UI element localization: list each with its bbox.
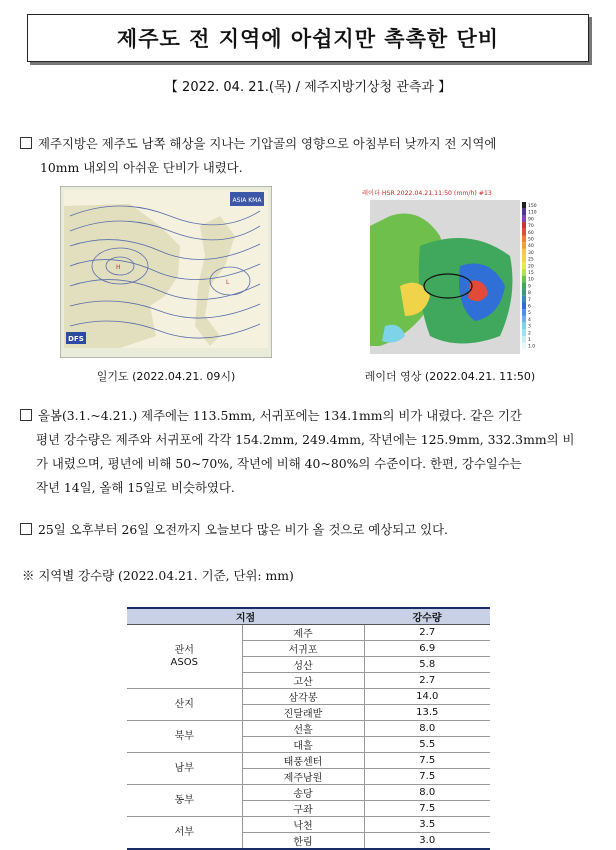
rainfall-cell: 8.0: [364, 785, 490, 801]
legend-label: 4: [528, 317, 531, 323]
legend-label: 50: [528, 237, 534, 243]
table-row: [127, 721, 490, 737]
rainfall-table: [127, 607, 490, 850]
rainfall-cell: 7.5: [364, 753, 490, 769]
para1-line2: 10mm 내외의 아쉬운 단비가 내렸다.: [40, 160, 243, 175]
header-rainfall: 강수량: [364, 608, 490, 625]
rainfall-cell: 7.5: [364, 801, 490, 817]
legend-label: 6: [528, 304, 531, 310]
legend-label: 7: [528, 297, 531, 303]
legend-label: 15: [528, 271, 534, 276]
station-cell: 선흘: [242, 721, 364, 737]
legend-label: 9: [528, 284, 531, 290]
rainfall-cell: 3.0: [364, 833, 490, 850]
region-cell: 산지: [127, 689, 242, 721]
legend-label: 90: [528, 217, 534, 223]
legend-swatch: [522, 282, 526, 289]
radar-header: 레이더 HSR 2022.04.21.11:50 (mm/h) #13: [362, 190, 492, 197]
legend-label: 2: [528, 331, 531, 337]
para2-line1: 올봄(3.1.~4.21.) 제주에는 113.5mm, 서귀포에는 134.1mm의 비가 내렸다. 같은 기간: [38, 408, 522, 423]
legend-swatch: [522, 262, 526, 269]
table-note: ※ 지역별 강수량 (2022.04.21. 기준, 단위: mm): [22, 568, 294, 583]
legend-swatch: [522, 215, 526, 222]
legend-swatch: [522, 249, 526, 256]
legend-swatch: [522, 236, 526, 243]
radar-image: [360, 186, 540, 356]
legend-swatch: [522, 242, 526, 249]
rainfall-cell: 2.7: [364, 673, 490, 689]
table-row: [127, 753, 490, 769]
legend-swatch: [522, 222, 526, 229]
para2-line4: 작년 14일, 올해 15일로 비슷하였다.: [36, 480, 235, 495]
rainfall-cell: 6.9: [364, 641, 490, 657]
station-cell: 제주: [242, 625, 364, 641]
region-cell: 관서 ASOS: [127, 625, 242, 689]
rainfall-cell: 7.5: [364, 769, 490, 785]
station-cell: 고산: [242, 673, 364, 689]
right-caption: 레이더 영상 (2022.04.21. 11:50): [364, 370, 536, 383]
legend-swatch: [522, 323, 526, 330]
legend-swatch: [522, 202, 526, 209]
legend-label: 3: [528, 324, 531, 330]
checkbox-bullet-icon: [20, 523, 32, 535]
station-cell: 진달래밭: [242, 705, 364, 721]
para2-line2: 평년 강수량은 제주와 서귀포에 각각 154.2mm, 249.4mm, 작년에는 125.9mm, 332.3mm의 비: [36, 432, 575, 447]
legend-swatch: [522, 336, 526, 343]
page-title: 제주도 전 지역에 아쉽지만 촉촉한 단비: [116, 27, 500, 51]
weather-map-image: [60, 186, 272, 358]
paragraph-3: [20, 518, 600, 542]
legend-swatch: [522, 276, 526, 283]
region-cell: 동부: [127, 785, 242, 817]
rainfall-cell: 5.8: [364, 657, 490, 673]
station-cell: 태풍센터: [242, 753, 364, 769]
paragraph-2: [20, 404, 600, 500]
table-row: [127, 625, 490, 641]
region-cell: 서부: [127, 817, 242, 850]
paragraph-1: [20, 132, 600, 180]
table-row: [127, 785, 490, 801]
legend-label: 20: [528, 264, 534, 270]
station-cell: 대흘: [242, 737, 364, 753]
para1-line1: 제주지방은 제주도 남쪽 해상을 지나는 기압골의 영향으로 아침부터 낮까지 전 지역에: [38, 136, 497, 151]
legend-swatch: [522, 269, 526, 276]
station-cell: 제주남원: [242, 769, 364, 785]
legend-label: 25: [528, 257, 534, 263]
legend-label: 110: [528, 210, 537, 216]
svg-text:H: H: [116, 264, 121, 271]
legend-swatch: [522, 256, 526, 263]
legend-label: 60: [528, 230, 534, 236]
legend-swatch: [522, 229, 526, 236]
region-cell: 남부: [127, 753, 242, 785]
station-cell: 성산: [242, 657, 364, 673]
subtitle: 【 2022. 04. 21.(목) / 제주지방기상청 관측과 】: [164, 80, 452, 95]
table-row: [127, 817, 490, 833]
legend-swatch: [522, 303, 526, 310]
legend-label: 1.0: [528, 344, 536, 350]
legend-swatch: [522, 296, 526, 303]
rainfall-cell: 5.5: [364, 737, 490, 753]
map-logo: DFS: [68, 335, 84, 343]
legend-swatch: [522, 309, 526, 316]
para3-text: 25일 오후부터 26일 오전까지 오늘보다 많은 비가 올 것으로 예상되고 있다.: [38, 522, 448, 537]
legend-swatch: [522, 329, 526, 336]
legend-label: 8: [528, 291, 531, 297]
legend-label: 150: [528, 204, 537, 209]
station-cell: 한림: [242, 833, 364, 850]
header-station: 지점: [127, 608, 364, 625]
para2-line3: 가 내렸으며, 평년에 비해 50~70%, 작년에 비해 40~80%의 수준이다. 한편, 강수일수는: [36, 456, 522, 471]
legend-label: 40: [528, 244, 534, 250]
svg-text:L: L: [226, 279, 230, 286]
station-cell: 구좌: [242, 801, 364, 817]
checkbox-bullet-icon: [20, 409, 32, 421]
checkbox-bullet-icon: [20, 137, 32, 149]
rainfall-cell: 3.5: [364, 817, 490, 833]
title-box: [27, 14, 589, 62]
legend-swatch: [522, 209, 526, 216]
map-badge: ASIA KMA: [232, 197, 262, 204]
station-cell: 서귀포: [242, 641, 364, 657]
table-row: [127, 689, 490, 705]
legend-swatch: [522, 316, 526, 323]
legend-swatch: [522, 289, 526, 296]
legend-swatch: [522, 343, 526, 350]
legend-label: 5: [528, 311, 531, 317]
station-cell: 송당: [242, 785, 364, 801]
region-cell: 북부: [127, 721, 242, 753]
legend-label: 10: [528, 277, 534, 283]
legend-label: 1: [528, 338, 531, 343]
rainfall-cell: 2.7: [364, 625, 490, 641]
rainfall-cell: 8.0: [364, 721, 490, 737]
rainfall-cell: 14.0: [364, 689, 490, 705]
station-cell: 삼각봉: [242, 689, 364, 705]
station-cell: 낙천: [242, 817, 364, 833]
legend-label: 30: [528, 250, 534, 256]
rainfall-cell: 13.5: [364, 705, 490, 721]
legend-label: 70: [528, 224, 534, 230]
left-caption: 일기도 (2022.04.21. 09시): [96, 370, 236, 383]
